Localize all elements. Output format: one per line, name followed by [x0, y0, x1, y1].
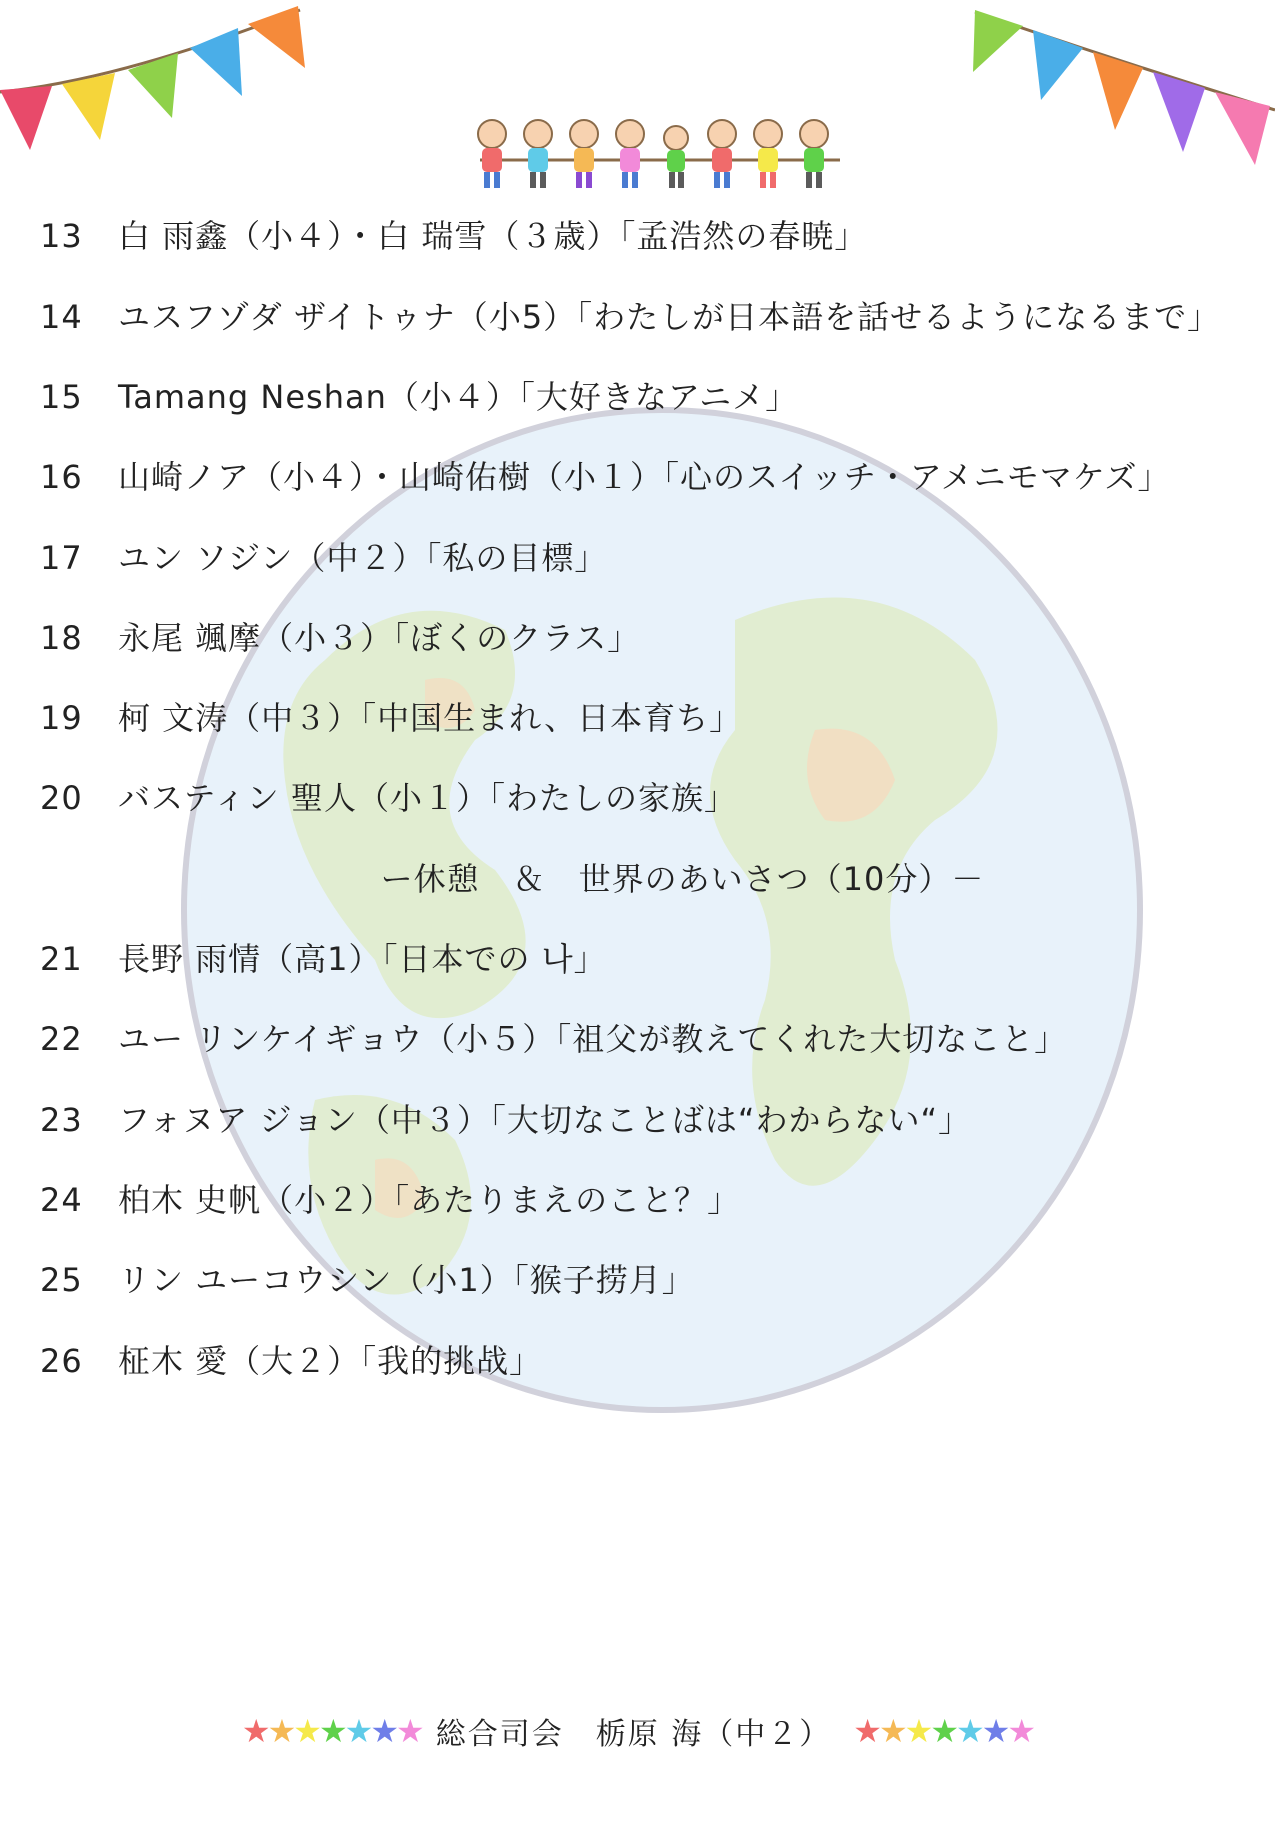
- star-icon: ★: [396, 1712, 422, 1750]
- program-entry: [40, 372, 1255, 422]
- entry-number: 19: [40, 699, 83, 737]
- program-entry: [40, 1255, 1255, 1305]
- entry-number: 16: [40, 458, 83, 496]
- entry-title: フォヌア ジョン（中３）「大切なことばは“わからない“」: [118, 1101, 972, 1139]
- entry-title: 柯 文涛（中３）「中国生まれ、日本育ち」: [118, 699, 743, 737]
- entry-number: 21: [40, 940, 83, 978]
- entry-number: 24: [40, 1181, 83, 1219]
- star-icon: ★: [267, 1712, 294, 1750]
- star-row-right: [853, 1712, 1033, 1750]
- entry-number: 17: [40, 539, 83, 577]
- entry-title: 柏木 史帆（小２）「あたりまえのこと？」: [118, 1181, 741, 1219]
- star-icon: ★: [853, 1712, 879, 1750]
- program-entry: [40, 211, 1255, 261]
- entry-title: バスティン 聖人（小１）「わたしの家族」: [118, 779, 737, 817]
- program-entry: [40, 292, 1255, 342]
- entry-title: ユー リンケイギョウ（小５）「祖父が教えてくれた大切なこと」: [118, 1020, 1068, 1058]
- entry-number: 20: [40, 779, 83, 817]
- entry-number: 26: [40, 1342, 83, 1380]
- program-entry: [40, 613, 1255, 663]
- star-icon: ★: [956, 1712, 982, 1750]
- entry-title: 長野 雨情（高1）「日本での 나」: [118, 940, 607, 978]
- program-entry: [40, 1014, 1255, 1064]
- star-row-left: [242, 1712, 422, 1750]
- entry-number: 23: [40, 1101, 83, 1139]
- entry-title: ユスフゾダ ザイトゥナ（小5）「わたしが日本語を話せるようになるまで」: [118, 298, 1221, 336]
- entry-title: ユン ソジン（中２）「私の目標」: [118, 539, 608, 577]
- entry-number: 18: [40, 619, 83, 657]
- star-icon: ★: [344, 1712, 371, 1750]
- star-icon: ★: [370, 1712, 397, 1750]
- entry-number: 22: [40, 1020, 83, 1058]
- entry-title: Tamang Neshan（小４）「大好きなアニメ」: [118, 378, 799, 416]
- entry-number: 15: [40, 378, 83, 416]
- entry-number: 13: [40, 217, 83, 255]
- star-icon: ★: [904, 1712, 931, 1750]
- star-icon: ★: [241, 1712, 268, 1750]
- star-icon: ★: [981, 1712, 1008, 1750]
- star-icon: ★: [878, 1712, 905, 1750]
- star-icon: ★: [930, 1712, 957, 1750]
- footer-mc-line: [0, 1703, 1275, 1759]
- program-entry: [40, 533, 1255, 583]
- entry-title: 永尾 颯摩（小３）「ぼくのクラス」: [118, 619, 641, 657]
- program-entry: [40, 452, 1255, 502]
- entry-number: 14: [40, 298, 83, 336]
- program-entry: [40, 1175, 1255, 1225]
- program-entry: [40, 773, 1255, 823]
- entry-title: 山崎ノア（小４）・山崎佑樹（小１）「心のスイッチ・アメニモマケズ」: [118, 458, 1171, 496]
- mc-credit: 総合司会 栃原 海（中２）: [435, 1717, 832, 1752]
- star-icon: ★: [318, 1712, 345, 1750]
- star-icon: ★: [1007, 1712, 1034, 1750]
- entry-title: リン ユーコウシン（小1）「猴子捞月」: [118, 1261, 695, 1299]
- star-icon: ★: [293, 1712, 319, 1750]
- program-entry: [40, 1095, 1255, 1145]
- entry-number: 25: [40, 1261, 83, 1299]
- entry-title: 柾木 愛（大２）「我的挑战」: [118, 1342, 543, 1380]
- entry-title: 白 雨鑫（小４）・白 瑞雪（３歳）「孟浩然の春暁」: [118, 217, 868, 255]
- intermission-line: ー休憩 ＆ 世界のあいさつ（10分）－: [380, 860, 985, 898]
- program-entry: [40, 693, 1255, 743]
- program-entry: [40, 1336, 1255, 1386]
- program-entry: [40, 934, 1255, 984]
